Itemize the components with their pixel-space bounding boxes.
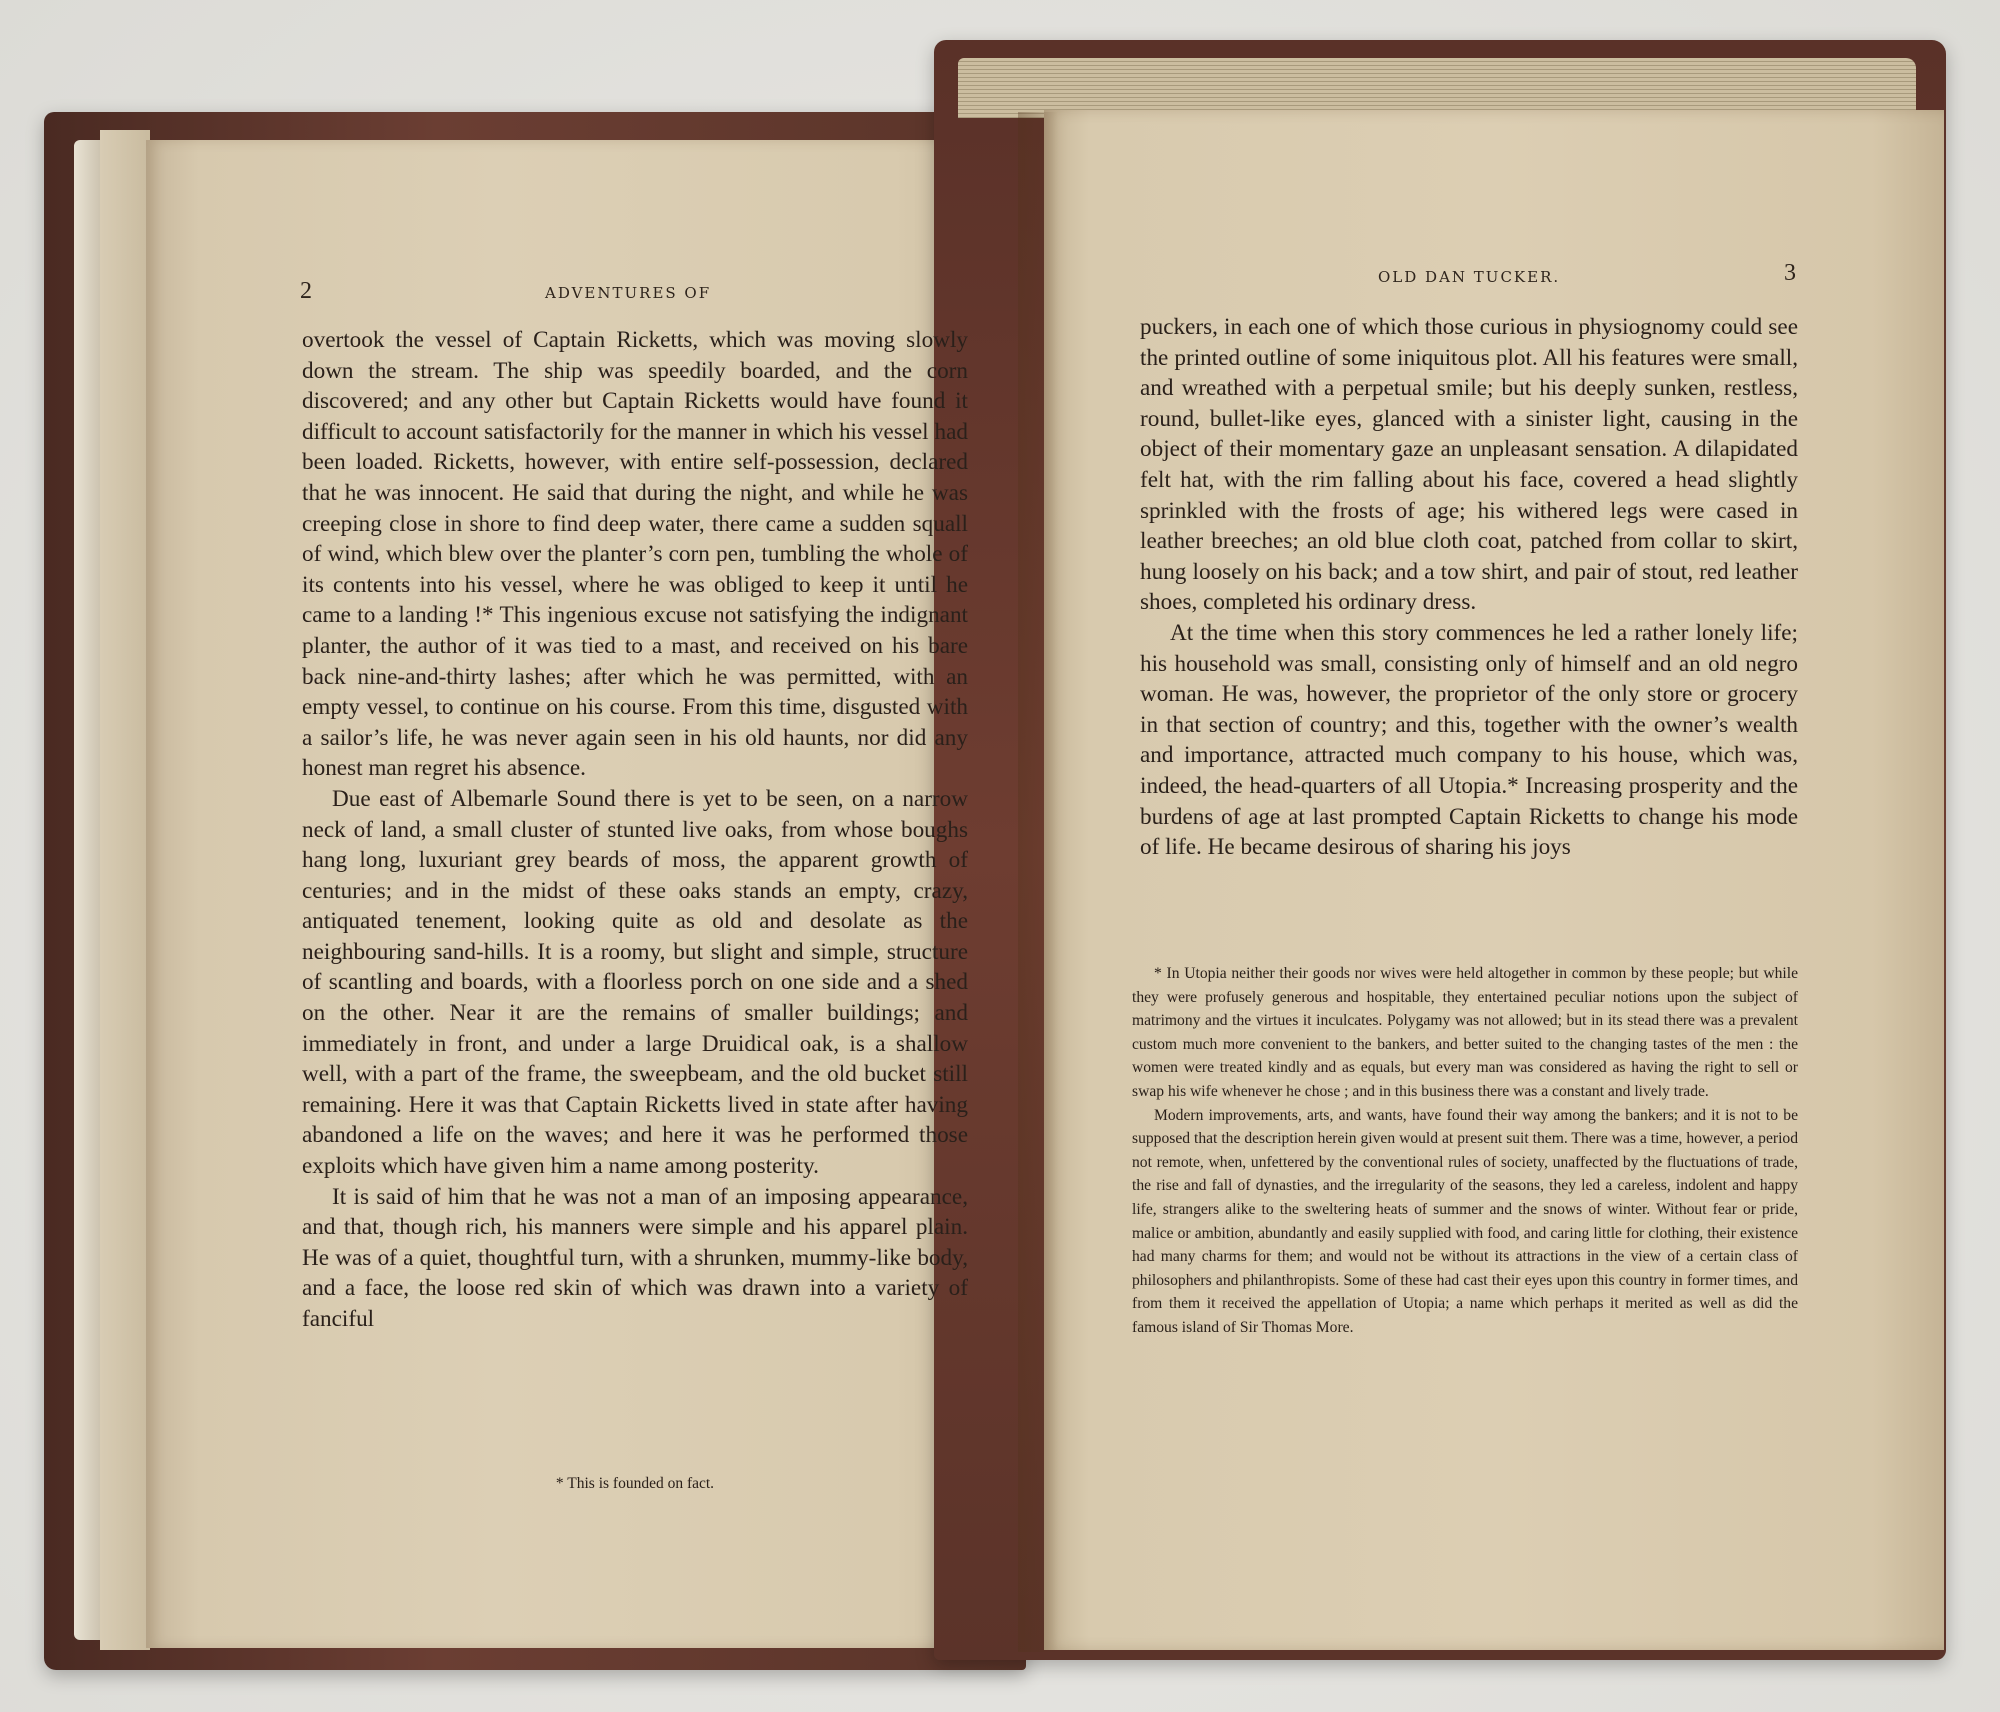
left-page-number: 2 xyxy=(300,278,312,304)
right-body-text xyxy=(1140,312,1798,863)
left-paragraph-1: overtook the vessel of Captain Ricketts, which was moving slowly down the stream. The ship was speedily boarded, and the corn discovered; and any other but Captain Ricketts would have found it difficult to account satisfactorily for the manner in which his vessel had been loaded. Ricketts, however, with entire self-possession, declared that he was innocent. He said that during the night, and while he was creeping close in shore to find deep water, there came a sudden squall of wind, which blew over the planter’s corn pen, tumbling the whole of its contents into his vessel, where he was obliged to keep it until he came to a landing !* This ingenious excuse not satisfying the indignant planter, the author of it was tied to a mast, and received on his bare back nine-and-thirty lashes; after which he was permitted, with an empty vessel, to continue on his course. From this time, disgusted with a sailor’s life, he was never again seen in his old haunts, nor did any honest man regret his absence. xyxy=(302,327,968,782)
right-page-number: 3 xyxy=(1784,260,1796,286)
right-running-head: OLD DAN TUCKER. xyxy=(1378,268,1561,286)
right-footnote-2: Modern improvements, arts, and wants, have found their way among the bankers; and it is not to be supposed that the description herein given would at present suit them. There was a time, however, a period not remote, when, unfettered by the conventional rules of society, unaffected by the fluctuations of trade, the rise and fall of dynasties, and the irregularity of the seasons, they led a careless, indolent and happy life, strangers alike to the sweltering heats of summer and the snows of winter. Without fear or pride, malice or ambition, abundantly and easily supplied with food, and caring little for clothing, their existence had many charms for them; and would not be without its attractions in the view of a certain class of philosophers and philanthropists. Some of these had cast their eyes upon this country in former times, and from them it received the appellation of Utopia; a name which perhaps it merited as well as did the famous island of Sir Thomas More. xyxy=(1132,1106,1798,1336)
right-footnotes xyxy=(1132,962,1798,1340)
right-paragraph-2: At the time when this story commences he led a rather lonely life; his household was small, consisting only of himself and an old negro woman. He was, however, the proprietor of the only store or grocery in that section of country; and this, together with the owner’s wealth and importance, attracted much company to his house, which was, indeed, the head-quarters of all Utopia.* Increasing prosperity and the burdens of age at last prompted Captain Ricketts to change his mode of life. He became desirous of sharing his joys xyxy=(1140,619,1798,861)
left-body-text xyxy=(302,325,968,1335)
left-paragraph-3: It is said of him that he was not a man of an imposing appearance, and that, though rich, his manners were simple and his apparel plain. He was of a quiet, thoughtful turn, with a shrunken, mummy-like body, and a face, the loose red skin of which was drawn into a variety of fanciful xyxy=(302,1183,968,1332)
right-footnote-1: * In Utopia neither their goods nor wives were held altogether in common by these people; but while they were profusely generous and hospitable, they entertained peculiar notions upon the subject of matrimony and the virtues it inculcates. Polygamy was not allowed; but in its stead there was a prevalent custom much more convenient to the bankers, and better suited to the changing tastes of the men : the women were treated kindly and as equals, but every man was considered as having the right to sell or swap his wife whenever he chose ; and in this business there was a constant and lively trade. xyxy=(1132,965,1798,1100)
left-running-head: ADVENTURES OF xyxy=(545,284,712,302)
right-page-block-top xyxy=(958,58,1916,118)
right-paragraph-1: puckers, in each one of which those curious in physiognomy could see the printed outline of some iniquitous plot. All his features were small, and wreathed with a perpetual smile; but his deeply sunken, restless, round, bullet-like eyes, glanced with a sinister light, causing in the object of their momentary gaze an unpleasant sensation. A dilapidated felt hat, with the rim falling about his face, covered a head slightly sprinkled with the frosts of age; his withered legs were cased in leather breeches; an old blue cloth coat, patched from collar to skirt, hung loosely on his back; and a tow shirt, and pair of stout, red leather shoes, completed his ordinary dress. xyxy=(1140,314,1798,616)
book-gutter-shadow xyxy=(1018,112,1058,1652)
left-footnote: * This is founded on fact. xyxy=(555,1475,715,1492)
left-paragraph-2: Due east of Albemarle Sound there is yet to be seen, on a narrow neck of land, a small cluster of stunted live oaks, from whose boughs hang long, luxuriant grey beards of moss, the apparent growth of centuries; and in the midst of these oaks stands an empty, crazy, antiquated tenement, looking quite as old and desolate as the neighbouring sand-hills. It is a roomy, but slight and simple, structure of scantling and boards, with a floorless porch on one side and a shed on the other. Near it are the remains of smaller buildings; and immediately in front, and under a large Druidical oak, is a shallow well, with a part of the frame, the sweepbeam, and the old bucket still remaining. Here it was that Captain Ricketts lived in state after having abandoned a life on the waves; and here it was he performed those exploits which have given him a name among posterity. xyxy=(302,785,968,1180)
left-page-stack xyxy=(100,130,150,1650)
